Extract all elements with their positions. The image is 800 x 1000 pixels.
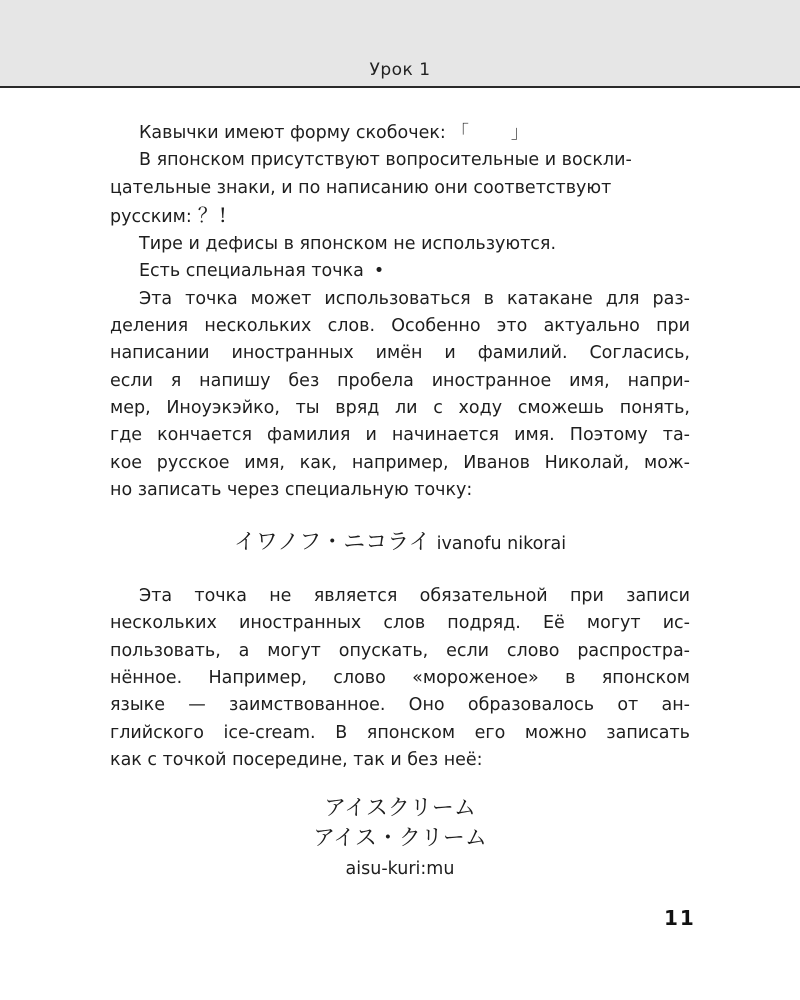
icecream-line: пользовать, а могут опускать, если слово распростра-	[110, 640, 690, 661]
special-dot-text: Есть специальная точка	[139, 261, 364, 282]
example-icecream-no-dot: アイスクリーム	[324, 796, 476, 822]
icecream-line: нённое. Например, слово «мороженое» в японском	[110, 668, 690, 689]
quote-open-glyph: 「	[451, 123, 469, 143]
paragraph-question-marks-cont	[110, 175, 690, 202]
page-header	[0, 0, 800, 88]
icecream-line: языке — заимствованное. Оно образовалось от ан-	[110, 695, 690, 716]
example-icecream	[110, 794, 690, 884]
example-ivanov	[110, 528, 690, 559]
example-icecream-with-dot: アイス・クリーム	[313, 826, 487, 852]
paragraph-dashes	[110, 231, 690, 258]
example-ivanov-romaji: ivanofu nikorai	[436, 534, 567, 555]
example-icecream-romaji: aisu-kuri:mu	[345, 859, 455, 880]
question-exclamation-glyphs: ？!	[197, 202, 228, 227]
katakana-line: кое русское имя, как, например, Иванов Николай, мож-	[110, 452, 690, 473]
paragraph-quotes	[110, 120, 690, 147]
question-line-1: В японском присутствуют вопросительные и воскли-	[139, 150, 632, 171]
quote-close-glyph: 」	[510, 123, 529, 143]
quotes-text: Кавычки имеют форму скобочек:	[139, 123, 446, 143]
special-dot-glyph: •	[373, 261, 385, 282]
icecream-line: Эта точка не является обязательной при записи	[139, 586, 690, 607]
katakana-line: если я напишу без пробела иностранное имя, напри-	[110, 370, 690, 391]
question-line-2: цательные знаки, и по написанию они соответствуют	[110, 177, 612, 198]
paragraph-special-dot	[110, 258, 690, 285]
katakana-line: где кончается фамилия и начинается имя. Поэтому та-	[110, 425, 690, 446]
katakana-line: деления нескольких слов. Особенно это актуально при	[110, 316, 690, 337]
dash-text: Тире и дефисы в японском не используются.	[139, 234, 557, 255]
icecream-line: нескольких иностранных слов подряд. Её могут ис-	[110, 613, 690, 634]
paragraph-icecream	[110, 583, 690, 774]
page-number: 11	[664, 906, 696, 930]
katakana-line: написании иностранных имён и фамилий. Согласись,	[110, 343, 690, 364]
icecream-line: глийского ice-cream. В японском его можно записать	[110, 722, 690, 743]
katakana-line: мер, Иноуэкэйко, ты вряд ли с ходу сможешь понять,	[110, 397, 690, 418]
katakana-line: Эта точка может использоваться в катакане для раз-	[139, 288, 690, 309]
example-ivanov-japanese: イワノフ・ニコライ	[233, 530, 431, 556]
paragraph-question-marks	[110, 147, 690, 174]
katakana-line: но записать через специальную точку:	[110, 479, 473, 500]
paragraph-katakana	[110, 286, 690, 504]
page-body	[110, 120, 690, 884]
paragraph-question-marks-end	[110, 202, 690, 231]
running-head-title: Урок 1	[369, 60, 431, 80]
icecream-line: как с точкой посередине, так и без неё:	[110, 749, 483, 770]
question-line-3: русским:	[110, 206, 192, 227]
